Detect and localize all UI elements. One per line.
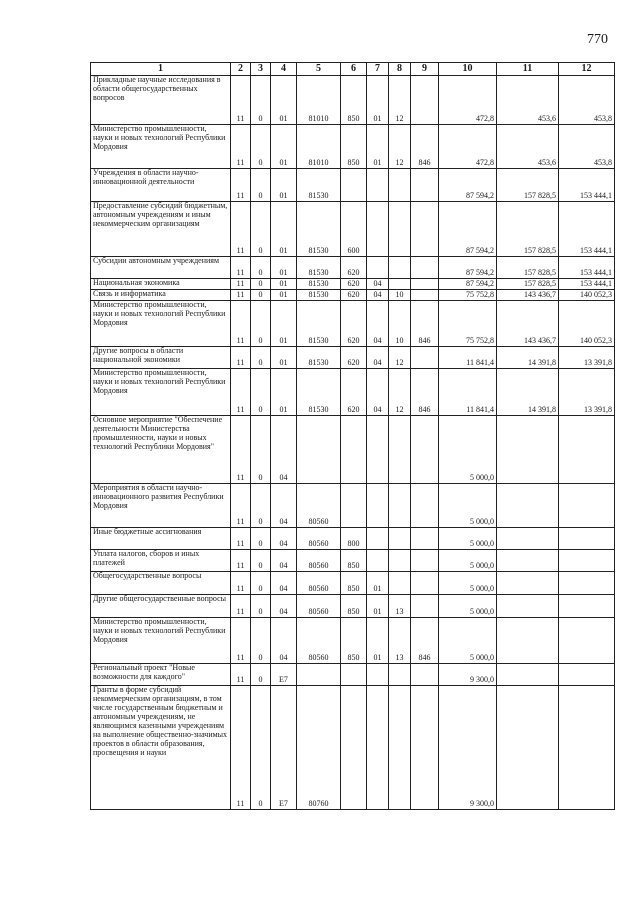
col-header-8: 8 <box>389 63 411 76</box>
cell-col12: 153 444,1 <box>559 202 615 257</box>
cell-col2: 11 <box>231 279 251 290</box>
row-name: Учреждения в области научно-инновационной деятельности <box>91 169 231 202</box>
cell-col10: 9 300,0 <box>439 686 497 810</box>
cell-col6: 620 <box>341 290 367 301</box>
cell-col2: 11 <box>231 664 251 686</box>
cell-col5: 81010 <box>297 125 341 169</box>
row-name: Министерство промышленности, науки и новых технологий Республики Мордовия <box>91 369 231 416</box>
cell-col12 <box>559 664 615 686</box>
cell-col11: 157 828,5 <box>497 257 559 279</box>
cell-col10: 11 841,4 <box>439 369 497 416</box>
cell-col7 <box>367 484 389 528</box>
cell-col7: 01 <box>367 125 389 169</box>
cell-col8 <box>389 686 411 810</box>
cell-col10: 87 594,2 <box>439 257 497 279</box>
cell-col12: 13 391,8 <box>559 347 615 369</box>
cell-col2: 11 <box>231 550 251 572</box>
cell-col8: 12 <box>389 125 411 169</box>
cell-col8 <box>389 528 411 550</box>
cell-col4: 04 <box>271 528 297 550</box>
cell-col9 <box>411 347 439 369</box>
cell-col9 <box>411 484 439 528</box>
table-row <box>91 550 615 572</box>
row-name: Национальная экономика <box>91 279 231 290</box>
cell-col6: 850 <box>341 76 367 125</box>
cell-col8: 12 <box>389 76 411 125</box>
cell-col12: 153 444,1 <box>559 279 615 290</box>
cell-col4: E7 <box>271 686 297 810</box>
cell-col10: 75 752,8 <box>439 290 497 301</box>
cell-col9: 846 <box>411 618 439 664</box>
cell-col4: 01 <box>271 290 297 301</box>
cell-col10: 75 752,8 <box>439 301 497 347</box>
cell-col6: 620 <box>341 279 367 290</box>
cell-col10: 11 841,4 <box>439 347 497 369</box>
row-name: Региональный проект "Новые возможности для каждого" <box>91 664 231 686</box>
cell-col5: 81530 <box>297 290 341 301</box>
cell-col8: 12 <box>389 369 411 416</box>
cell-col8 <box>389 664 411 686</box>
row-name: Основное мероприятие "Обеспечение деятельности Министерства промышленности, науки и новых технологий Республики Мордовия" <box>91 416 231 484</box>
cell-col10: 472,8 <box>439 125 497 169</box>
cell-col9 <box>411 257 439 279</box>
cell-col6: 620 <box>341 347 367 369</box>
cell-col7 <box>367 169 389 202</box>
table-row <box>91 369 615 416</box>
table-row <box>91 595 615 618</box>
cell-col9 <box>411 290 439 301</box>
cell-col2: 11 <box>231 595 251 618</box>
row-name: Министерство промышленности, науки и новых технологий Республики Мордовия <box>91 301 231 347</box>
cell-col11: 143 436,7 <box>497 301 559 347</box>
cell-col3: 0 <box>251 484 271 528</box>
cell-col9: 846 <box>411 125 439 169</box>
cell-col8: 13 <box>389 595 411 618</box>
cell-col5: 81530 <box>297 369 341 416</box>
cell-col10: 87 594,2 <box>439 279 497 290</box>
cell-col7 <box>367 550 389 572</box>
cell-col7: 04 <box>367 369 389 416</box>
table-row <box>91 484 615 528</box>
cell-col5: 80760 <box>297 686 341 810</box>
cell-col10: 5 000,0 <box>439 595 497 618</box>
cell-col8 <box>389 484 411 528</box>
cell-col6: 600 <box>341 202 367 257</box>
table-row <box>91 290 615 301</box>
cell-col9 <box>411 279 439 290</box>
cell-col2: 11 <box>231 290 251 301</box>
cell-col3: 0 <box>251 279 271 290</box>
cell-col2: 11 <box>231 484 251 528</box>
cell-col8 <box>389 572 411 595</box>
table-row <box>91 125 615 169</box>
cell-col5: 81530 <box>297 169 341 202</box>
table-row <box>91 76 615 125</box>
cell-col5: 80560 <box>297 595 341 618</box>
cell-col4: 01 <box>271 369 297 416</box>
cell-col7 <box>367 686 389 810</box>
cell-col4: 04 <box>271 550 297 572</box>
cell-col5: 81010 <box>297 76 341 125</box>
cell-col3: 0 <box>251 76 271 125</box>
row-name: Другие вопросы в области национальной экономики <box>91 347 231 369</box>
cell-col11: 14 391,8 <box>497 347 559 369</box>
cell-col4: 01 <box>271 301 297 347</box>
cell-col9 <box>411 595 439 618</box>
cell-col11 <box>497 550 559 572</box>
cell-col12 <box>559 595 615 618</box>
cell-col3: 0 <box>251 202 271 257</box>
row-name: Прикладные научные исследования в области общегосударственных вопросов <box>91 76 231 125</box>
cell-col12 <box>559 550 615 572</box>
cell-col11 <box>497 484 559 528</box>
table-row <box>91 257 615 279</box>
cell-col5 <box>297 664 341 686</box>
cell-col4: 04 <box>271 572 297 595</box>
cell-col4: E7 <box>271 664 297 686</box>
header-row <box>91 63 615 76</box>
cell-col8: 10 <box>389 290 411 301</box>
col-header-3: 3 <box>251 63 271 76</box>
col-header-10: 10 <box>439 63 497 76</box>
cell-col10: 5 000,0 <box>439 618 497 664</box>
cell-col6: 850 <box>341 572 367 595</box>
cell-col7 <box>367 257 389 279</box>
cell-col3: 0 <box>251 595 271 618</box>
cell-col11: 14 391,8 <box>497 369 559 416</box>
table-row <box>91 347 615 369</box>
cell-col6 <box>341 664 367 686</box>
cell-col3: 0 <box>251 550 271 572</box>
cell-col2: 11 <box>231 76 251 125</box>
cell-col3: 0 <box>251 125 271 169</box>
cell-col4: 04 <box>271 416 297 484</box>
cell-col12 <box>559 528 615 550</box>
cell-col7: 01 <box>367 76 389 125</box>
cell-col8 <box>389 550 411 572</box>
page-number: 770 <box>587 32 608 47</box>
table-row <box>91 664 615 686</box>
cell-col4: 01 <box>271 169 297 202</box>
row-name: Другие общегосударственные вопросы <box>91 595 231 618</box>
cell-col5 <box>297 416 341 484</box>
cell-col12: 453,8 <box>559 125 615 169</box>
cell-col5: 80560 <box>297 618 341 664</box>
row-name: Министерство промышленности, науки и новых технологий Республики Мордовия <box>91 125 231 169</box>
cell-col4: 01 <box>271 202 297 257</box>
col-header-9: 9 <box>411 63 439 76</box>
cell-col8 <box>389 169 411 202</box>
cell-col8: 10 <box>389 301 411 347</box>
cell-col4: 04 <box>271 484 297 528</box>
cell-col12 <box>559 484 615 528</box>
cell-col7: 04 <box>367 290 389 301</box>
cell-col6: 850 <box>341 618 367 664</box>
cell-col11 <box>497 664 559 686</box>
cell-col4: 04 <box>271 595 297 618</box>
col-header-11: 11 <box>497 63 559 76</box>
cell-col4: 01 <box>271 257 297 279</box>
cell-col11: 157 828,5 <box>497 202 559 257</box>
cell-col6: 800 <box>341 528 367 550</box>
cell-col2: 11 <box>231 257 251 279</box>
cell-col12: 153 444,1 <box>559 169 615 202</box>
cell-col3: 0 <box>251 528 271 550</box>
cell-col3: 0 <box>251 169 271 202</box>
cell-col5: 80560 <box>297 550 341 572</box>
cell-col6: 850 <box>341 550 367 572</box>
cell-col12: 453,8 <box>559 76 615 125</box>
cell-col2: 11 <box>231 686 251 810</box>
cell-col2: 11 <box>231 125 251 169</box>
cell-col8 <box>389 257 411 279</box>
cell-col8 <box>389 279 411 290</box>
cell-col11 <box>497 686 559 810</box>
cell-col10: 472,8 <box>439 76 497 125</box>
cell-col4: 01 <box>271 76 297 125</box>
cell-col2: 11 <box>231 347 251 369</box>
cell-col3: 0 <box>251 369 271 416</box>
cell-col2: 11 <box>231 169 251 202</box>
cell-col9 <box>411 202 439 257</box>
cell-col7: 01 <box>367 572 389 595</box>
cell-col12 <box>559 416 615 484</box>
cell-col12 <box>559 618 615 664</box>
cell-col7 <box>367 202 389 257</box>
cell-col12: 13 391,8 <box>559 369 615 416</box>
cell-col9 <box>411 528 439 550</box>
cell-col11: 143 436,7 <box>497 290 559 301</box>
cell-col5: 81530 <box>297 279 341 290</box>
cell-col4: 04 <box>271 618 297 664</box>
cell-col3: 0 <box>251 686 271 810</box>
cell-col12: 140 052,3 <box>559 301 615 347</box>
cell-col9: 846 <box>411 301 439 347</box>
cell-col5: 81530 <box>297 301 341 347</box>
row-name: Связь и информатика <box>91 290 231 301</box>
cell-col10: 5 000,0 <box>439 572 497 595</box>
cell-col9 <box>411 550 439 572</box>
col-header-7: 7 <box>367 63 389 76</box>
cell-col3: 0 <box>251 257 271 279</box>
table-row <box>91 572 615 595</box>
row-name: Иные бюджетные ассигнования <box>91 528 231 550</box>
cell-col3: 0 <box>251 618 271 664</box>
cell-col10: 5 000,0 <box>439 416 497 484</box>
cell-col12: 140 052,3 <box>559 290 615 301</box>
row-name: Уплата налогов, сборов и иных платежей <box>91 550 231 572</box>
table-row <box>91 169 615 202</box>
cell-col5: 80560 <box>297 528 341 550</box>
cell-col8: 13 <box>389 618 411 664</box>
cell-col7: 04 <box>367 279 389 290</box>
cell-col3: 0 <box>251 572 271 595</box>
cell-col9 <box>411 416 439 484</box>
cell-col9 <box>411 169 439 202</box>
cell-col11 <box>497 572 559 595</box>
cell-col11: 157 828,5 <box>497 169 559 202</box>
cell-col6 <box>341 416 367 484</box>
cell-col11 <box>497 618 559 664</box>
cell-col8 <box>389 202 411 257</box>
cell-col6 <box>341 686 367 810</box>
cell-col10: 9 300,0 <box>439 664 497 686</box>
cell-col2: 11 <box>231 416 251 484</box>
col-header-12: 12 <box>559 63 615 76</box>
budget-table <box>90 62 615 810</box>
cell-col2: 11 <box>231 528 251 550</box>
cell-col4: 01 <box>271 347 297 369</box>
cell-col7 <box>367 528 389 550</box>
cell-col7 <box>367 416 389 484</box>
table-row <box>91 416 615 484</box>
cell-col6: 850 <box>341 125 367 169</box>
col-header-2: 2 <box>231 63 251 76</box>
cell-col10: 87 594,2 <box>439 202 497 257</box>
cell-col9: 846 <box>411 369 439 416</box>
cell-col2: 11 <box>231 369 251 416</box>
cell-col6 <box>341 484 367 528</box>
table-body <box>91 76 615 810</box>
col-header-6: 6 <box>341 63 367 76</box>
row-name: Гранты в форме субсидий некоммерческим организациям, в том числе государственным бюджетным и автономным учреждениям, не являющимся казенными учреждениям на выполнение общественно-значимых проектов в области образования, просвещения и науки <box>91 686 231 810</box>
cell-col6: 620 <box>341 369 367 416</box>
cell-col5: 81530 <box>297 202 341 257</box>
cell-col10: 5 000,0 <box>439 484 497 528</box>
cell-col9 <box>411 572 439 595</box>
cell-col2: 11 <box>231 202 251 257</box>
cell-col2: 11 <box>231 618 251 664</box>
cell-col6: 620 <box>341 257 367 279</box>
row-name: Общегосударственные вопросы <box>91 572 231 595</box>
row-name: Предоставление субсидий бюджетным, автономным учреждениям и иным некоммерческим организациям <box>91 202 231 257</box>
cell-col12: 153 444,1 <box>559 257 615 279</box>
cell-col8: 12 <box>389 347 411 369</box>
cell-col8 <box>389 416 411 484</box>
table-row <box>91 686 615 810</box>
cell-col2: 11 <box>231 572 251 595</box>
table-row <box>91 301 615 347</box>
table-row <box>91 528 615 550</box>
cell-col11: 453,6 <box>497 125 559 169</box>
cell-col10: 87 594,2 <box>439 169 497 202</box>
cell-col7 <box>367 664 389 686</box>
cell-col6: 850 <box>341 595 367 618</box>
cell-col5: 81530 <box>297 257 341 279</box>
cell-col3: 0 <box>251 664 271 686</box>
cell-col11 <box>497 595 559 618</box>
cell-col3: 0 <box>251 301 271 347</box>
row-name: Мероприятия в области научно-инновационного развития Республики Мордовия <box>91 484 231 528</box>
cell-col9 <box>411 664 439 686</box>
col-header-5: 5 <box>297 63 341 76</box>
cell-col3: 0 <box>251 347 271 369</box>
cell-col6 <box>341 169 367 202</box>
cell-col2: 11 <box>231 301 251 347</box>
row-name: Субсидии автономным учреждениям <box>91 257 231 279</box>
cell-col11 <box>497 528 559 550</box>
cell-col5: 81530 <box>297 347 341 369</box>
cell-col4: 01 <box>271 279 297 290</box>
cell-col12 <box>559 572 615 595</box>
cell-col11: 157 828,5 <box>497 279 559 290</box>
col-header-1: 1 <box>91 63 231 76</box>
cell-col7: 01 <box>367 595 389 618</box>
col-header-4: 4 <box>271 63 297 76</box>
table-row <box>91 279 615 290</box>
cell-col10: 5 000,0 <box>439 528 497 550</box>
cell-col3: 0 <box>251 416 271 484</box>
cell-col9 <box>411 76 439 125</box>
cell-col7: 04 <box>367 301 389 347</box>
cell-col3: 0 <box>251 290 271 301</box>
cell-col9 <box>411 686 439 810</box>
cell-col10: 5 000,0 <box>439 550 497 572</box>
cell-col7: 01 <box>367 618 389 664</box>
cell-col6: 620 <box>341 301 367 347</box>
table-row <box>91 202 615 257</box>
cell-col4: 01 <box>271 125 297 169</box>
row-name: Министерство промышленности, науки и новых технологий Республики Мордовия <box>91 618 231 664</box>
cell-col7: 04 <box>367 347 389 369</box>
cell-col5: 80560 <box>297 484 341 528</box>
cell-col11 <box>497 416 559 484</box>
cell-col12 <box>559 686 615 810</box>
cell-col11: 453,6 <box>497 76 559 125</box>
cell-col5: 80560 <box>297 572 341 595</box>
table-row <box>91 618 615 664</box>
